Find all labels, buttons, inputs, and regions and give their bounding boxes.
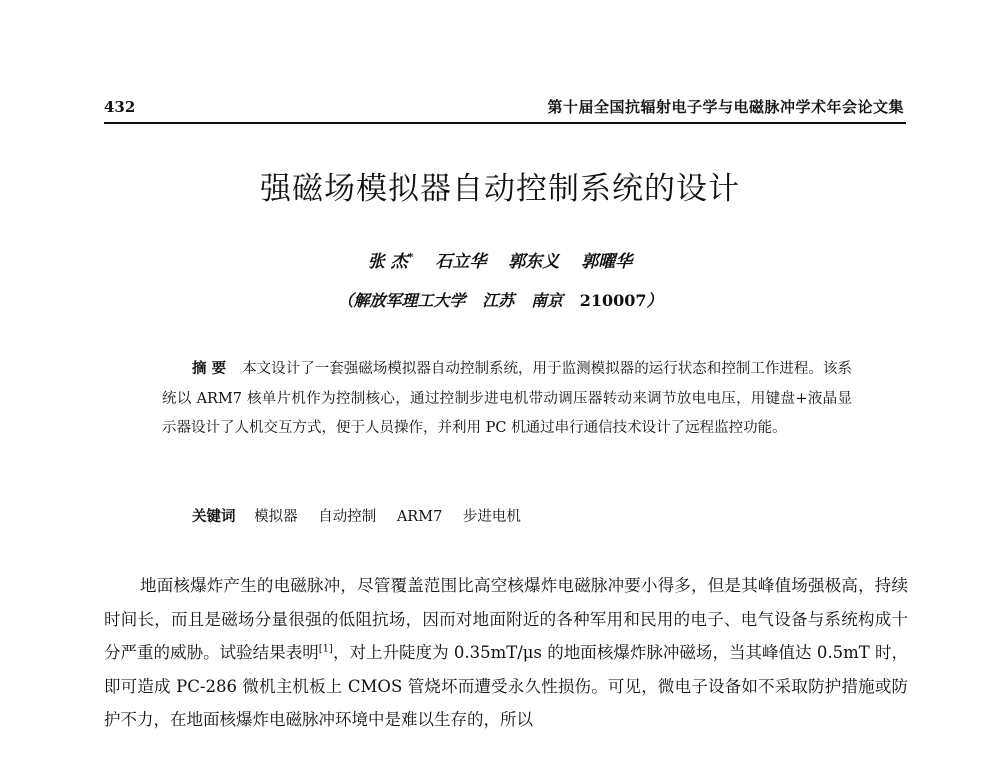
abstract-text: 本文设计了一套强磁场模拟器自动控制系统，用于监测模拟器的运行状态和控制工作进程。该系统以 ARM7 核单片机作为控制核心，通过控制步进电机带动调压器转动来调节放电电压，用键盘+液晶显示器设计了人机交互方式，便于人员操作，并利用 PC 机通过串行通信技术设计了远程监控功能。 <box>162 361 852 436</box>
running-head: 第十届全国抗辐射电子学与电磁脉冲学术年会论文集 <box>547 98 904 116</box>
author-2: 石立华 <box>435 252 487 272</box>
affiliation-org: 解放军理工大学 <box>353 291 466 310</box>
affiliation-city: 南京 <box>530 291 563 310</box>
keyword: 自动控制 <box>318 509 377 525</box>
abstract-label: 摘 要 <box>192 360 227 377</box>
author-4: 郭曜华 <box>581 252 633 272</box>
affiliation-zip: 210007 <box>579 291 647 310</box>
keywords-label: 关键词 <box>192 508 236 525</box>
page-number: 432 <box>104 98 136 116</box>
author-list <box>0 247 1000 272</box>
affiliation-province: 江苏 <box>482 291 515 310</box>
body-paragraph: 地面核爆炸产生的电磁脉冲，尽管覆盖范围比高空核爆炸电磁脉冲要小得多，但是其峰值场强极高，持续时间长，而且是磁场分量很强的低阻抗场，因而对地面附近的各种军用和民用的电子、电气设备与系统构成十分严重的威胁。试验结果表明[1]，对上升陡度为 0.35mT/μs 的地面核爆炸脉冲磁场，当其峰值达 0.5mT 时，即可造成 PC-286 微机主机板上 CMOS 管烧坏而遭受永久性损伤。可见，微电子设备如不采取防护措施或防护不力，在地面核爆炸电磁脉冲环境中是难以生存的，所以 <box>104 576 909 729</box>
paper-title: 强磁场模拟器自动控制系统的设计 <box>260 171 740 207</box>
author-3: 郭东义 <box>508 252 560 272</box>
keyword: 模拟器 <box>254 509 298 525</box>
abstract <box>162 354 852 444</box>
keywords <box>192 505 537 526</box>
author-1: 张 杰* <box>367 250 414 272</box>
citation-ref: [1] <box>318 643 333 655</box>
affiliation: （解放军理工大学 江苏 南京 210007） <box>337 291 663 310</box>
page-header <box>104 96 906 124</box>
keyword: 步进电机 <box>462 509 521 525</box>
keyword: ARM7 <box>396 509 443 525</box>
corresponding-mark: * <box>407 250 414 264</box>
